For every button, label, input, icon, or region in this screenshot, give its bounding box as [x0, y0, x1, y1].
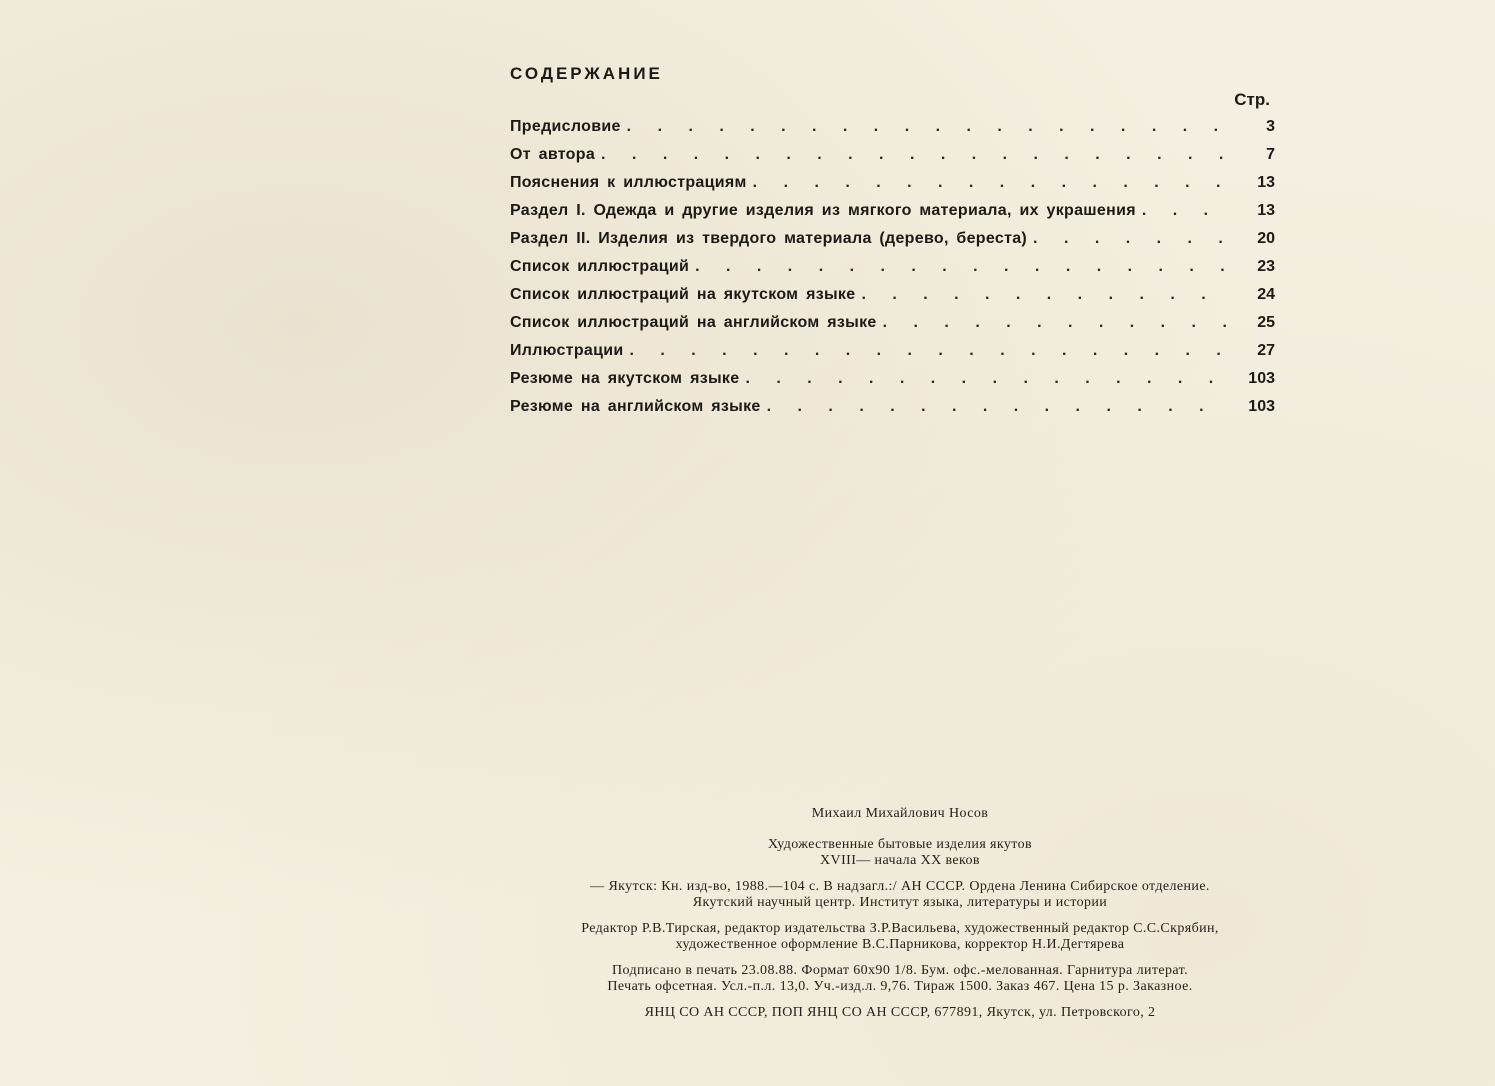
colophon-editors [500, 921, 1300, 953]
toc-entry-text: Раздел II. Изделия из твердого материала (дерево, береста) [510, 230, 1028, 247]
toc-entry-text: Резюме на якутском языке [510, 370, 740, 387]
toc-entry-page: 27 [1257, 342, 1275, 359]
toc-entry-text: Резюме на английском языке [510, 398, 761, 415]
toc-entry-summary-english[interactable] [510, 398, 1275, 426]
colophon-imprint-line: — Якутск: Кн. изд-во, 1988.—104 с. В надзагл.:/ АН СССР. Ордена Ленина Сибирское отделение. [590, 879, 1210, 894]
toc-entry-page: 23 [1257, 258, 1275, 275]
toc-entry-section-1[interactable] [510, 202, 1275, 230]
toc-dot-leader [1027, 230, 1227, 248]
colophon-print-line: Подписано в печать 23.08.88. Формат 60х90 1/8. Бум. офс.-мелованная. Гарнитура литерат. [611, 963, 1188, 978]
toc-entry-page: 103 [1248, 370, 1275, 387]
toc-entry-page: 20 [1257, 230, 1275, 247]
toc-dot-leader [1136, 202, 1227, 220]
toc-entry-illustration-list-yakut[interactable] [510, 286, 1275, 314]
colophon-editors-line: Редактор Р.В.Тирская, редактор издательства З.Р.Васильева, художественный редактор С.С.Скрябин, [581, 921, 1219, 936]
toc-entry-text: Список иллюстраций на английском языке [510, 314, 877, 331]
colophon-print-line: Печать офсетная. Усл.-п.л. 13,0. Уч.-изд.л. 9,76. Тираж 1500. Заказ 467. Цена 15 р. Заказное. [607, 979, 1193, 994]
toc-dot-leader [877, 314, 1227, 332]
toc-entry-illustration-list-english[interactable] [510, 314, 1275, 342]
toc-entry-illustrations[interactable] [510, 342, 1275, 370]
colophon-book-title-line: Художественные бытовые изделия якутов [767, 837, 1033, 852]
colophon-publisher-address: ЯНЦ СО АН СССР, ПОП ЯНЦ СО АН СССР, 677891, Якутск, ул. Петровского, 2 [644, 1005, 1156, 1020]
toc-entry-text: Список иллюстраций [510, 258, 690, 275]
toc-entry-text: От автора [510, 146, 596, 163]
toc-entry-summary-yakut[interactable] [510, 370, 1275, 398]
toc-entry-illustration-list[interactable] [510, 258, 1275, 286]
toc-dot-leader [621, 118, 1227, 136]
toc-entry-text: Список иллюстраций на якутском языке [510, 286, 856, 303]
toc-entry-page: 13 [1257, 174, 1275, 191]
toc-list [510, 118, 1275, 426]
toc-dot-leader [761, 398, 1227, 416]
colophon [500, 806, 1300, 1021]
toc-entry-page: 25 [1257, 314, 1275, 331]
toc-dot-leader [624, 342, 1228, 360]
toc-entry-page: 13 [1257, 202, 1275, 219]
colophon-print-details [500, 963, 1300, 995]
toc-entry-text: Предисловие [510, 118, 621, 135]
toc-entry-text: Раздел I. Одежда и другие изделия из мягкого материала, их украшения [510, 202, 1136, 219]
toc-dot-leader [595, 146, 1227, 164]
colophon-imprint-line: Якутский научный центр. Институт языка, литературы и истории [692, 895, 1108, 910]
colophon-book-title-line: XVIII— начала XX веков [820, 853, 980, 868]
toc-entry-section-2[interactable] [510, 230, 1275, 258]
colophon-editors-line: художественное оформление В.С.Парникова, корректор Н.И.Дегтярева [675, 937, 1125, 952]
toc-entry-page: 7 [1266, 146, 1275, 163]
toc-title: СОДЕРЖАНИЕ [510, 64, 663, 83]
colophon-imprint [500, 879, 1300, 911]
toc-entry-text: Пояснения к иллюстрациям [510, 174, 747, 191]
toc-entry-illustration-notes[interactable] [510, 174, 1275, 202]
toc-page-column-header: Стр. [1234, 90, 1270, 109]
toc-dot-leader [739, 370, 1227, 388]
toc-entry-from-author[interactable] [510, 146, 1275, 174]
toc-dot-leader [747, 174, 1227, 192]
colophon-author: Михаил Михайлович Носов [811, 806, 989, 821]
toc-entry-preface[interactable] [510, 118, 1275, 146]
toc-entry-page: 103 [1248, 398, 1275, 415]
toc-entry-page: 3 [1266, 118, 1275, 135]
toc-dot-leader [855, 286, 1227, 304]
toc-entry-text: Иллюстрации [510, 342, 624, 359]
toc-entry-page: 24 [1257, 286, 1275, 303]
toc-dot-leader [689, 258, 1227, 276]
colophon-book-title [500, 837, 1300, 869]
